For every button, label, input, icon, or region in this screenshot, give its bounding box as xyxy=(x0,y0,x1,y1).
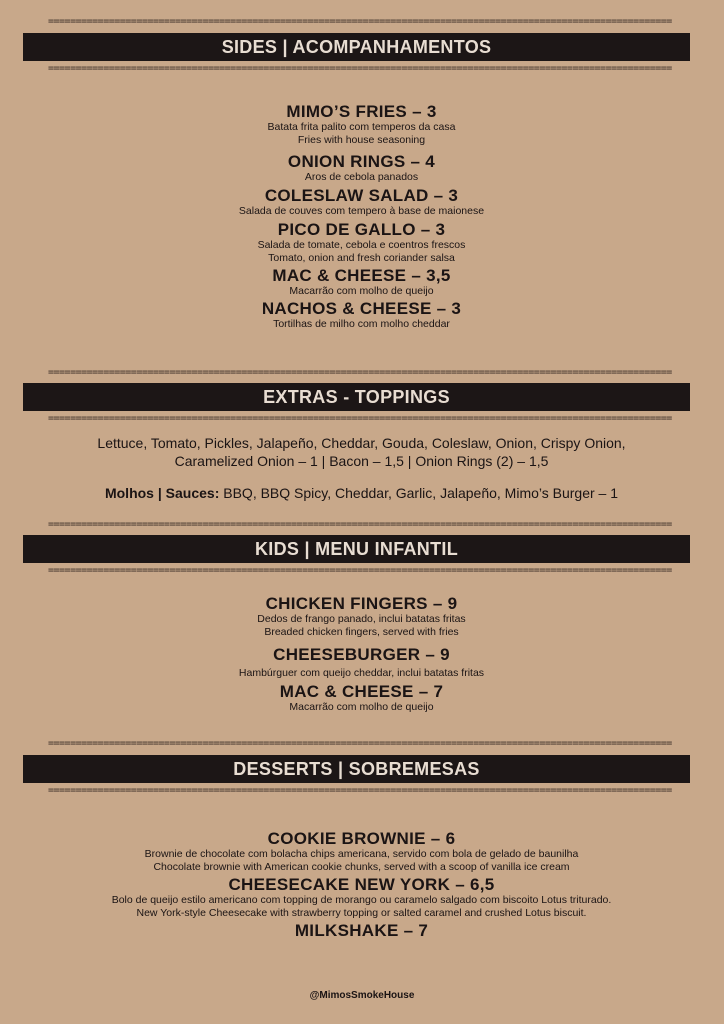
divider-top: ================================================================================================================= xyxy=(48,368,672,378)
item-title: MAC & CHEESE – 3,5 xyxy=(272,266,451,285)
divider-top: ================================================================================================================= xyxy=(48,17,672,27)
section-heading-kids: KIDS | MENU INFANTIL xyxy=(23,535,690,563)
sauces-text: BBQ, BBQ Spicy, Cheddar, Garlic, Jalapeño, Mimo’s Burger – 1 xyxy=(219,485,619,501)
menu-item xyxy=(23,186,700,218)
menu-item xyxy=(23,594,700,638)
menu-item xyxy=(23,921,700,940)
item-title: MIMO’S FRIES – 3 xyxy=(286,102,437,121)
item-description: Tortilhas de milho com molho cheddar xyxy=(273,318,450,330)
item-description: Breaded chicken fingers, served with fries xyxy=(264,625,459,638)
item-description: Batata frita palito com temperos da casa xyxy=(267,121,456,133)
menu-item xyxy=(23,299,700,331)
divider-top: ================================================================================================================= xyxy=(48,520,672,530)
item-title: COLESLAW SALAD – 3 xyxy=(264,186,459,205)
menu-item xyxy=(23,266,700,298)
item-title: NACHOS & CHEESE – 3 xyxy=(261,299,462,318)
divider-bottom: ================================================================================================================= xyxy=(48,64,672,74)
divider-bottom: ================================================================================================================= xyxy=(48,414,672,424)
section-heading-extras: EXTRAS - TOPPINGS xyxy=(23,383,690,411)
sauces-label: Molhos | Sauces: xyxy=(104,485,220,501)
extras-list-line: Caramelized Onion – 1 | Bacon – 1,5 | Onion Rings (2) – 1,5 xyxy=(174,453,549,469)
menu-item xyxy=(23,875,700,919)
section-heading-sides: SIDES | ACOMPANHAMENTOS xyxy=(23,33,690,61)
item-description: Bolo de queijo estilo americano com topping de morango ou caramelo salgado com biscoito Lotus triturado. xyxy=(111,894,612,906)
item-description: Salada de tomate, cebola e coentros frescos xyxy=(257,239,466,251)
sauces-line xyxy=(23,484,700,502)
divider-bottom: ================================================================================================================= xyxy=(48,566,672,576)
extras-list-line: Lettuce, Tomato, Pickles, Jalapeño, Cheddar, Gouda, Coleslaw, Onion, Crispy Onion, xyxy=(97,435,626,451)
item-description: Aros de cebola panados xyxy=(304,171,419,183)
section-heading-desserts: DESSERTS | SOBREMESAS xyxy=(23,755,690,783)
item-title: CHEESECAKE NEW YORK – 6,5 xyxy=(228,875,495,894)
menu-item xyxy=(23,220,700,264)
divider-top: ================================================================================================================= xyxy=(48,739,672,749)
menu-item xyxy=(23,829,700,873)
social-handle: @MimosSmokeHouse xyxy=(309,990,415,1001)
item-description: Tomato, onion and fresh coriander salsa xyxy=(268,251,455,264)
item-title: PICO DE GALLO – 3 xyxy=(277,220,446,239)
item-description: Hambúrguer com queijo cheddar, inclui batatas fritas xyxy=(238,667,485,679)
menu-item xyxy=(23,645,700,680)
menu-item xyxy=(23,102,700,146)
item-title: CHICKEN FINGERS – 9 xyxy=(265,594,458,613)
item-description: Macarrão com molho de queijo xyxy=(289,701,434,713)
item-title: MILKSHAKE – 7 xyxy=(294,921,429,940)
divider-bottom: ================================================================================================================= xyxy=(48,786,672,796)
item-description: Salada de couves com tempero à base de maionese xyxy=(238,205,485,217)
item-description: Brownie de chocolate com bolacha chips americana, servido com bola de gelado de baunilha xyxy=(144,848,579,860)
item-description: Dedos de frango panado, inclui batatas fritas xyxy=(257,613,466,625)
item-description: Chocolate brownie with American cookie chunks, served with a scoop of vanilla ice cream xyxy=(153,860,570,873)
item-description: New York-style Cheesecake with strawberry topping or salted caramel and crushed Lotus biscuit. xyxy=(136,906,587,919)
item-title: MAC & CHEESE – 7 xyxy=(279,682,444,701)
menu-item xyxy=(23,152,700,184)
item-title: COOKIE BROWNIE – 6 xyxy=(267,829,456,848)
item-title: CHEESEBURGER – 9 xyxy=(273,645,450,664)
menu-item xyxy=(23,682,700,714)
item-title: ONION RINGS – 4 xyxy=(287,152,436,171)
item-description: Macarrão com molho de queijo xyxy=(289,285,434,297)
item-description: Fries with house seasoning xyxy=(297,133,426,146)
